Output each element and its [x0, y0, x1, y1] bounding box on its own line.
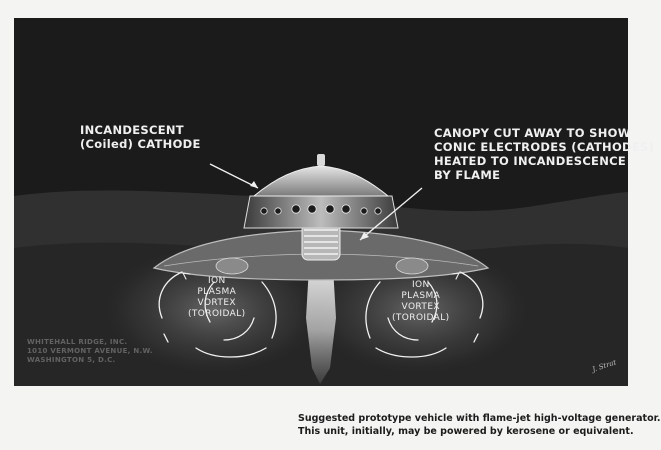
vehicle-illustration: [14, 18, 628, 386]
illustration-plate: [14, 18, 655, 386]
cathode-label: INCANDESCENT (Coiled) CATHODE: [80, 123, 201, 151]
figure-caption: [298, 412, 661, 438]
cathode-pointer: [210, 164, 258, 188]
publisher-stamp: WHITEHALL RIDGE, INC. 1010 VERMONT AVENUE, N.W. WASHINGTON 5, D.C.: [27, 338, 153, 364]
canopy-label: CANOPY CUT AWAY TO SHOW CONIC ELECTRODES (CATHODES) HEATED TO INCANDESCENCE BY FLAME: [434, 126, 655, 182]
artist-signature: J. Strat: [591, 358, 618, 374]
coiled-cathode: [302, 224, 340, 260]
canopy-dome: [254, 166, 388, 196]
caption-line-1: Suggested prototype vehicle with flame-jet high-voltage generator.: [298, 413, 661, 424]
caption-line-2: This unit, initially, may be powered by kerosene or equivalent.: [298, 426, 634, 437]
vortex-left-label: ION PLASMA VORTEX (TOROIDAL): [188, 276, 246, 319]
vortex-right-label: ION PLASMA VORTEX (TOROIDAL): [392, 280, 450, 323]
